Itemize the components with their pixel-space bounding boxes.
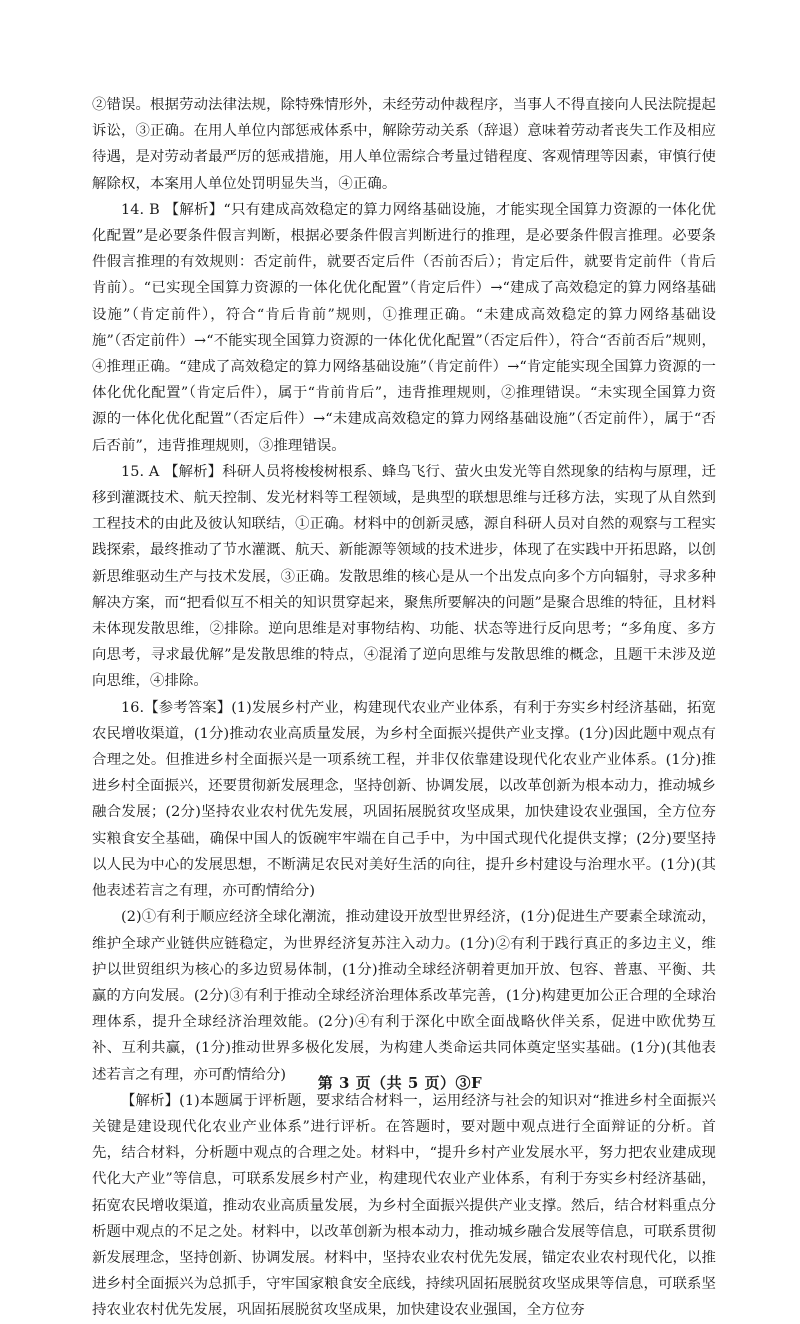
paragraph-q14: 14. B 【解析】“只有建成高效稳定的算力网络基础设施，才能实现全国算力资源的一体化优化配置”是必要条件假言判断，根据必要条件假言判断进行的推理，是必要条件假言推理。必要条件假言推理的有效规则：否定前件，就要否定后件（否前否后）；肯定后件，就要肯定前件（肯后肯前）。“已实现全国算力资源的一体化优化配置”（肯定后件）→“建成了高效稳定的算力网络基础设施”（肯定前件），符合“肯后肯前”规则，①推理正确。“未建成高效稳定的算力网络基础设施”（否定前件）→“不能实现全国算力资源的一体化优化配置”（否定后件），符合“否前否后”规则，④推理正确。“建成了高效稳定的算力网络基础设施”（肯定前件）→“肯定能实现全国算力资源的一体化优化配置”（肯定后件），属于“肯前肯后”，违背推理规则，②推理错误。“未实现全国算力资源的一体化优化配置”（否定后件）→“未建成高效稳定的算力网络基础设施”（否定前件），属于“否后否前”，违背推理规则，③推理错误。 bbox=[92, 201, 716, 454]
paragraph-q16-part2: (2)①有利于顺应经济全球化潮流，推动建设开放型世界经济，(1分)促进生产要素全球流动，维护全球产业链供应链稳定，为世界经济复苏注入动力。(1分)②有利于践行真正的多边主义，维护以世贸组织为核心的多边贸易体制，(1分)推动全球经济朝着更加开放、包容、普惠、平衡、共赢的方向发展。(2分)③有利于推动全球经济治理体系改革完善，(1分)构建更加公正合理的全球治理体系，提升全球经济治理效能。(2分)④有利于深化中欧全面战略伙伴关系，促进中欧优势互补、互利共赢，(1分)推动世界多极化发展，为构建人类命运共同体奠定坚实基础。(1分)(其他表述若言之有理，亦可酌情给分) bbox=[92, 909, 716, 1083]
page-footer: 第 3 页（共 5 页）③F bbox=[317, 1074, 483, 1092]
paragraph-q15: 15. A 【解析】科研人员将梭梭树根系、蜂鸟飞行、萤火虫发光等自然现象的结构与原理，迁移到灌溉技术、航天控制、发光材料等工程领域，是典型的联想思维与迁移方法，实现了从自然到工程技术的由此及彼认知联结，①正确。材料中的创新灵感，源自科研人员对自然的观察与工程实践探索，最终推动了节水灌溉、航天、新能源等领域的技术进步，体现了在实践中开拓思路，以创新思维驱动生产与技术发展，③正确。发散思维的核心是从一个出发点向多个方向辐射，寻求多种解决方案，而“把看似互不相关的知识贯穿起来，聚焦所要解决的问题”是聚合思维的特征，且材料未体现发散思维，②排除。逆向思维是对事物结构、功能、状态等进行反向思考；“多角度、多方向思考，寻求最优解”是发散思维的特点，④混淆了逆向思维与发散思维的概念，且题干未涉及逆向思维，④排除。 bbox=[92, 463, 716, 690]
paragraph-q16-part1: 16.【参考答案】(1)发展乡村产业，构建现代农业产业体系，有利于夯实乡村经济基础，拓宽农民增收渠道，(1分)推动农业高质量发展，为乡村全面振兴提供产业支撑。(1分)因此题中观点有合理之处。但推进乡村全面振兴是一项系统工程，并非仅依靠建设现代化农业产业体系。(1分)推进乡村全面振兴，还要贯彻新发展理念，坚持创新、协调发展，以改革创新为根本动力，推动城乡融合发展；(2分)坚持农业农村优先发展，巩固拓展脱贫攻坚成果，加快建设农业强国，全方位夯实粮食安全基础，确保中国人的饭碗牢牢端在自己手中，为中国式现代化提供支撑；(2分)要坚持以人民为中心的发展思想，不断满足农民对美好生活的向往，提升乡村建设与治理水平。(1分)(其他表述若言之有理，亦可酌情给分) bbox=[92, 699, 716, 900]
paragraph-q16-analysis: 【解析】(1)本题属于评析题，要求结合材料一，运用经济与社会的知识对“推进乡村全面振兴关键是建设现代化农业产业体系”进行评析。在答题时，要对题中观点进行全面辩证的分析。首先，结合材料，分析题中观点的合理之处。材料中，“提升乡村产业发展水平，努力把农业建成现代化大产业”等信息，可联系发展乡村产业，构建现代农业产业体系，有利于夯实乡村经济基础，拓宽农民增收渠道，推动农业高质量发展，为乡村全面振兴提供产业支撑。然后，结合材料重点分析题中观点的不足之处。材料中，以改革创新为根本动力，推动城乡融合发展等信息，可联系贯彻新发展理念，坚持创新、协调发展。材料中，坚持农业农村优先发展，锚定农业农村现代化，以推进乡村全面振兴为总抓手，守牢国家粮食安全底线，持续巩固拓展脱贫攻坚成果等信息，可联系坚持农业农村优先发展，巩固拓展脱贫攻坚成果，加快建设农业强国，全方位夯 bbox=[92, 1092, 716, 1319]
paragraph-continuation: ②错误。根据劳动法律法规，除特殊情形外，未经劳动仲裁程序，当事人不得直接向人民法院提起诉讼，③正确。在用人单位内部惩戒体系中，解除劳动关系（辞退）意味着劳动者丧失工作及相应待遇，是对劳动者最严厉的惩戒措施，用人单位需综合考量过错程度、客观情理等因素，审慎行使解除权，本案用人单位处罚明显失当，④正确。 bbox=[92, 97, 716, 192]
